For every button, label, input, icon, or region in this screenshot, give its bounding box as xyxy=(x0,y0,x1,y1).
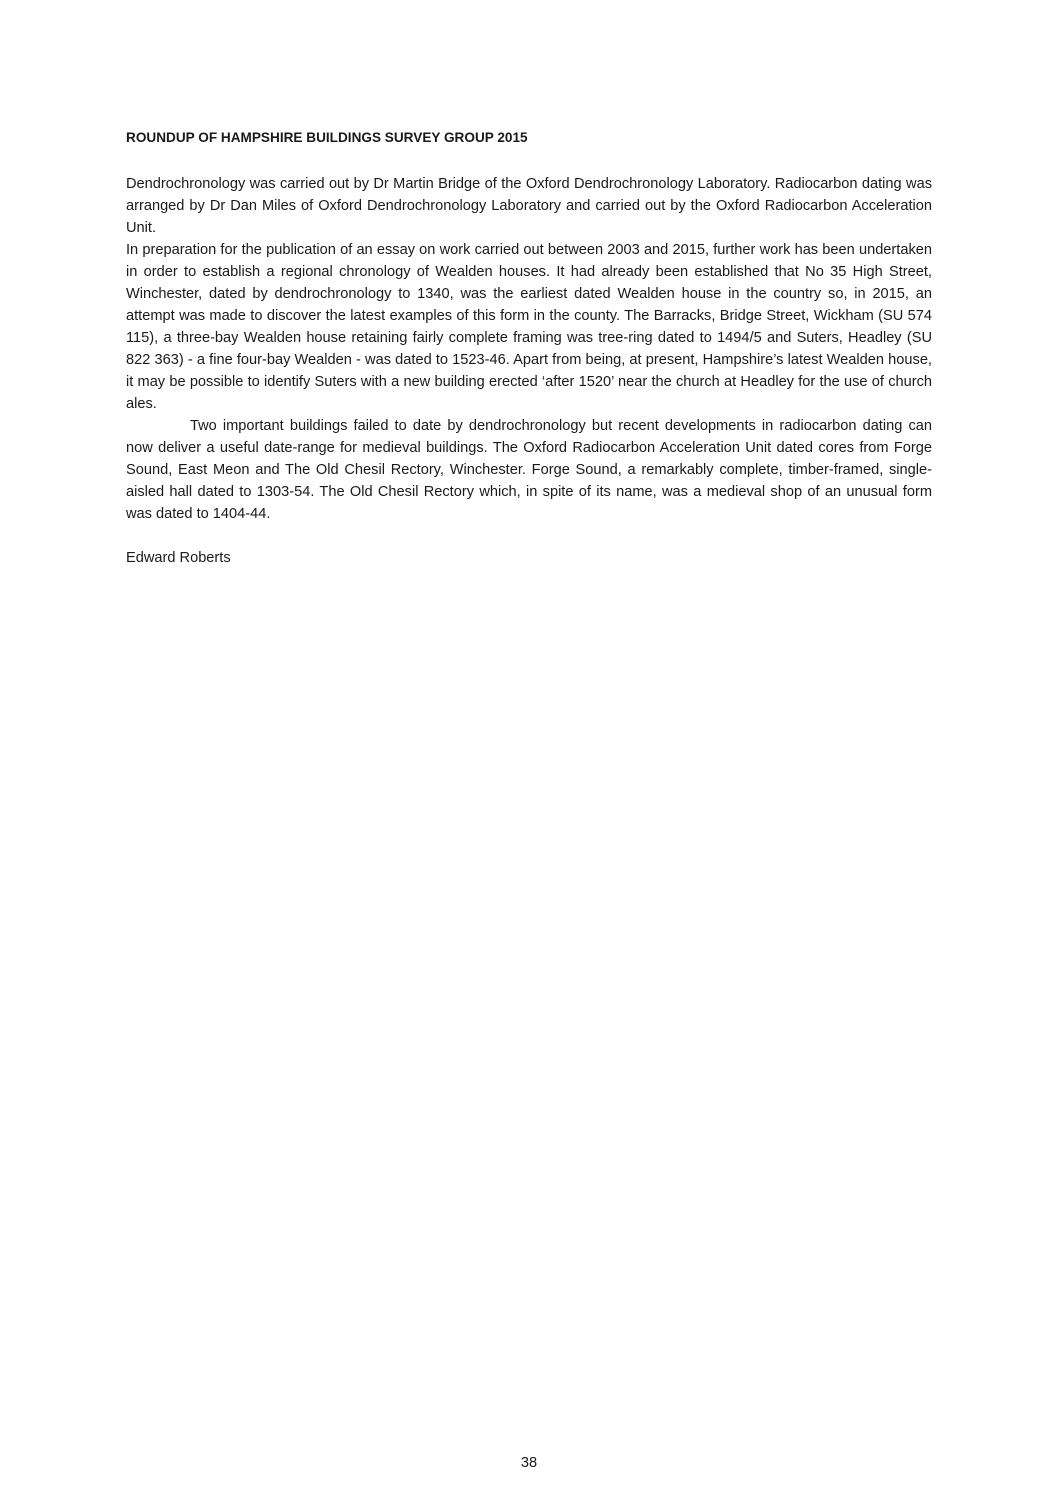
paragraph-dating-methods: Dendrochronology was carried out by Dr Martin Bridge of the Oxford Dendrochronology Laboratory. Radiocarbon dating was arranged by Dr Dan Miles of Oxford Dendrochronology Laboratory and carried out by the Oxford Radiocarbon Acceleration Unit. xyxy=(126,176,932,236)
paragraph-wealden-chronology: In preparation for the publication of an essay on work carried out between 2003 and 2015, further work has been undertaken in order to establish a regional chronology of Wealden houses. It had already been established that No 35 High Street, Winchester, dated by dendrochronology to 1340, was the earliest dated Wealden house in the country so, in 2015, an attempt was made to discover the latest examples of this form in the county. The Barracks, Bridge Street, Wickham (SU 574 115), a three-bay Wealden house retaining fairly complete framing was tree-ring dated to 1494/5 and Suters, Headley (SU 822 363) - a fine four-bay Wealden - was dated to 1523-46. Apart from being, at present, Hampshire’s latest Wealden house, it may be possible to identify Suters with a new building erected ‘after 1520’ near the church at Headley for the use of church ales. xyxy=(126,242,932,412)
article-title: ROUNDUP OF HAMPSHIRE BUILDINGS SURVEY GROUP 2015 xyxy=(126,130,528,145)
page-number: 38 xyxy=(520,1455,538,1471)
article-body xyxy=(126,127,932,569)
paragraph-radiocarbon-results: Two important buildings failed to date by dendrochronology but recent developments in radiocarbon dating can now deliver a useful date-range for medieval buildings. The Oxford Radiocarbon Acceleration Unit dated cores from Forge Sound, East Meon and The Old Chesil Rectory, Winchester. Forge Sound, a remarkably complete, timber-framed, single-aisled hall dated to 1303-54. The Old Chesil Rectory which, in spite of its name, was a medieval shop of an unusual form was dated to 1404-44. xyxy=(126,418,932,522)
author-name: Edward Roberts xyxy=(126,550,231,566)
